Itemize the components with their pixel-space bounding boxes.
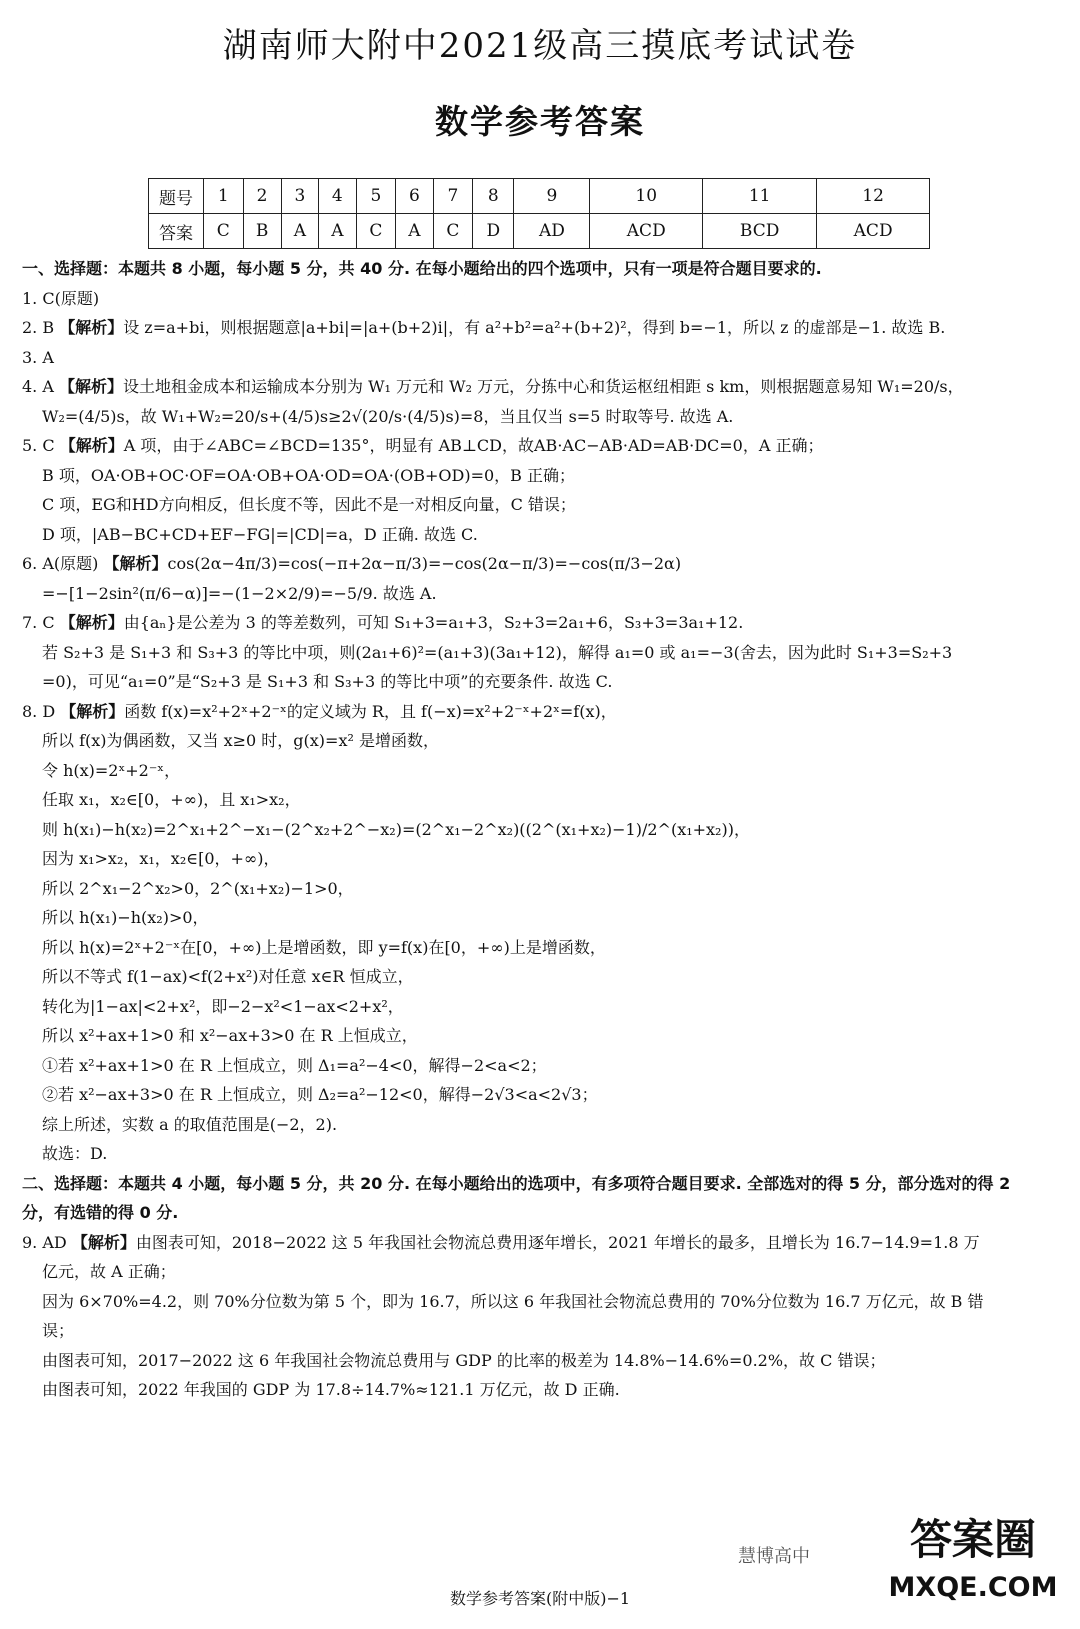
line-text: =−[1−2sin²(π/6−α)]=−(1−2×2/9)=−5/9. 故选 A. (42, 583, 437, 603)
line-text: 1. C(原题) (22, 288, 100, 308)
solution-line (42, 671, 612, 693)
line-text: 综上所述，实数 a 的取值范围是(−2，2). (42, 1114, 338, 1134)
answer-key: 6. A(原题) (22, 554, 104, 573)
question-number-cell: 6 (396, 179, 433, 214)
answer-cell: C (204, 214, 244, 249)
solution-line (42, 642, 952, 664)
analysis-tag: 【解析】 (103, 554, 168, 573)
line-text: =0)，可见“a₁=0”是“S₂+3 是 S₁+3 和 S₃+3 的等比中项”的充要条件. 故选 C. (42, 672, 613, 691)
solution-line (22, 553, 681, 575)
question-number-cell: 4 (319, 179, 356, 214)
answer-table-number-row (149, 179, 930, 214)
solution-line (42, 1055, 547, 1077)
solution-line (22, 288, 99, 310)
solution-line (42, 907, 209, 929)
page-footer: 数学参考答案(附中版)−1 (449, 1589, 631, 1608)
line-text: 任取 x₁，x₂∈[0，+∞)，且 x₁>x₂， (42, 790, 301, 809)
watermark-logo-top: 答案圈 (909, 1515, 1037, 1564)
solution-line (42, 406, 733, 428)
analysis-tag: 【解析】 (71, 1232, 136, 1252)
line-text: 所以 x²+ax+1>0 和 x²−ax+3>0 在 R 上恒成立， (42, 1026, 418, 1045)
solution-line (42, 1291, 984, 1313)
answer-cell: ACD (590, 214, 703, 249)
line-text: 若 S₂+3 是 S₁+3 和 S₃+3 的等比中项，则(2a₁+6)²=(a₁+3)(3a₁+12)，解得 a₁=0 或 a₁=−3(舍去，因为此时 S₁+3=S₂+3 (42, 642, 953, 662)
question-number-cell: 7 (433, 179, 473, 214)
line-text: 由图表可知，2018−2022 这 5 年我国社会物流总费用逐年增长，2021 年增长的最多，且增长为 16.7−14.9=1.8 万 (135, 1232, 980, 1252)
table-header-answer: 答案 (149, 214, 204, 249)
line-text: ①若 x²+ax+1>0 在 R 上恒成立，则 Δ₁=a²−4<0，解得−2<a<2； (42, 1055, 547, 1075)
answer-cell: AD (514, 214, 590, 249)
line-text: 所以不等式 f(1−ax)<f(2+x²)对任意 x∈R 恒成立， (42, 967, 414, 986)
line-text: B 项，OA·OB+OC·OF=OA·OB+OA·OD=OA·(OB+OD)=0，B 正确； (42, 465, 576, 485)
solution-line (42, 524, 478, 546)
question-number-cell: 12 (817, 179, 930, 214)
section-heading (22, 1202, 178, 1224)
line-text: 二、选择题：本题共 4 小题，每小题 5 分，共 20 分. 在每小题给出的选项中，有多项符合题目要求. 全部选对的得 5 分，部分选对的得 2 (22, 1173, 1011, 1193)
section-heading (22, 1173, 1010, 1195)
answer-cell: D (473, 214, 514, 249)
table-header-number: 题号 (149, 179, 204, 214)
answer-key: 8. D (22, 701, 61, 721)
line-text: D 项，|AB−BC+CD+EF−FG|=|CD|=a，D 正确. 故选 C. (42, 524, 478, 544)
question-number-cell: 1 (204, 179, 244, 214)
answer-cell: A (319, 214, 356, 249)
line-text: 3. A (22, 347, 54, 367)
watermark-text: 慧博高中 (738, 1546, 810, 1567)
answer-cell: C (356, 214, 396, 249)
solution-line (42, 789, 301, 811)
solution-line (22, 317, 945, 339)
line-text: 由图表可知，2017−2022 这 6 年我国社会物流总费用与 GDP 的比率的极差为 14.8%−14.6%=0.2%，故 C 错误； (42, 1350, 886, 1370)
line-text: W₂=(4/5)s，故 W₁+W₂=20/s+(4/5)s≥2√(20/s·(4/5)s)=8，当且仅当 s=5 时取等号. 故选 A. (42, 406, 734, 426)
solution-line (42, 583, 437, 605)
question-number-cell: 10 (590, 179, 703, 214)
line-text: 分，有选错的得 0 分. (22, 1203, 179, 1222)
line-text: 令 h(x)=2ˣ+2⁻ˣ， (42, 760, 181, 780)
watermark-logo-bottom: MXQE.COM (888, 1572, 1058, 1603)
line-text: ②若 x²−ax+3>0 在 R 上恒成立，则 Δ₂=a²−12<0，解得−2√3<a<2√3； (42, 1085, 598, 1104)
answer-cell: BCD (703, 214, 817, 249)
line-text: 设土地租金成本和运输成本分别为 W₁ 万元和 W₂ 万元，分拣中心和货运枢纽相距 s km，则根据题意易知 W₁=20/s， (123, 377, 964, 396)
solution-line (22, 612, 743, 634)
line-text: 函数 f(x)=x²+2ˣ+2⁻ˣ的定义域为 R，且 f(−x)=x²+2⁻ˣ+2ˣ=f(x)， (124, 701, 617, 721)
line-text: 因为 x₁>x₂，x₁，x₂∈[0，+∞)， (42, 849, 280, 868)
line-text: A 项，由于∠ABC=∠BCD=135°，明显有 AB⊥CD，故AB·AC−AB·AD=AB·DC=0，A 正确； (123, 436, 824, 455)
line-text: 误； (42, 1321, 75, 1340)
line-text: 所以 f(x)为偶函数，又当 x≥0 时，g(x)=x² 是增函数， (42, 731, 439, 750)
question-number-cell: 2 (243, 179, 281, 214)
solution-line (42, 1350, 885, 1372)
answer-key: 7. C (22, 613, 60, 632)
answer-cell: C (433, 214, 473, 249)
solution-line (42, 996, 404, 1018)
solution-line (42, 1320, 74, 1342)
solution-line (42, 1379, 620, 1401)
solution-line (42, 494, 576, 516)
answer-key: 9. AD (22, 1232, 72, 1252)
line-text: 转化为|1−ax|<2+x²，即−2−x²<1−ax<2+x²， (42, 996, 404, 1016)
solution-line (42, 1143, 107, 1165)
line-text: 所以 h(x)=2ˣ+2⁻ˣ在[0，+∞)上是增函数，即 y=f(x)在[0，+∞)上是增函数， (42, 937, 606, 957)
answer-key: 4. A (22, 377, 59, 396)
answer-table-answer-row (149, 214, 930, 249)
solution-line (42, 1025, 418, 1047)
solution-line (42, 465, 575, 487)
line-text: 亿元，故 A 正确； (42, 1262, 176, 1281)
answer-cell: ACD (817, 214, 930, 249)
analysis-tag: 【解析】 (59, 318, 124, 337)
question-number-cell: 9 (514, 179, 590, 214)
line-text: 所以 2^x₁−2^x₂>0，2^(x₁+x₂)−1>0， (42, 878, 354, 898)
solution-line (42, 848, 280, 870)
question-number-cell: 8 (473, 179, 514, 214)
line-text: cos(2α−4π/3)=cos(−π+2α−π/3)=−cos(2α−π/3)=−cos(π/3−2α) (167, 554, 682, 573)
page-title: 湖南师大附中2021级高三摸底考试试卷 (222, 26, 858, 66)
answer-table (148, 178, 930, 249)
page-subtitle: 数学参考答案 (435, 102, 645, 141)
answer-cell: A (281, 214, 318, 249)
solution-line (42, 878, 354, 900)
solution-line (22, 1232, 980, 1254)
line-text: 因为 6×70%=4.2，则 70%分位数为第 5 个，即为 16.7，所以这 6 年我国社会物流总费用的 70%分位数为 16.7 万亿元，故 B 错 (42, 1291, 984, 1311)
solution-line (42, 1261, 176, 1283)
analysis-tag: 【解析】 (59, 436, 124, 455)
question-number-cell: 3 (281, 179, 318, 214)
solution-line (42, 819, 750, 841)
line-text: C 项，EG和HD方向相反，但长度不等，因此不是一对相反向量，C 错误； (42, 495, 576, 514)
line-text: 设 z=a+bi，则根据题意|a+bi|=|a+(b+2)i|，有 a²+b²=a²+(b+2)²，得到 b=−1，所以 z 的虚部是−1. 故选 B. (123, 318, 946, 337)
solution-line (42, 966, 414, 988)
solution-line (22, 701, 617, 723)
line-text: 故选：D. (42, 1144, 108, 1163)
question-number-cell: 5 (356, 179, 396, 214)
solution-line (42, 730, 439, 752)
analysis-tag: 【解析】 (59, 377, 124, 396)
line-text: 所以 h(x₁)−h(x₂)>0， (42, 908, 209, 927)
solution-line (42, 937, 606, 959)
line-text: 一、选择题：本题共 8 小题，每小题 5 分，共 40 分. 在每小题给出的四个选项中，只有一项是符合题目要求的. (22, 259, 822, 278)
analysis-tag: 【解析】 (60, 701, 125, 721)
answer-cell: B (243, 214, 281, 249)
line-text: 由{aₙ}是公差为 3 的等差数列，可知 S₁+3=a₁+3，S₂+3=2a₁+6，S₃+3=3a₁+12. (123, 613, 744, 632)
answer-key: 5. C (22, 436, 60, 455)
answer-key: 2. B (22, 318, 60, 337)
solution-line (42, 1084, 598, 1106)
question-number-cell: 11 (703, 179, 817, 214)
line-text: 则 h(x₁)−h(x₂)=2^x₁+2^−x₁−(2^x₂+2^−x₂)=(2^x₁−2^x₂)((2^(x₁+x₂)−1)/2^(x₁+x₂))， (42, 819, 750, 839)
solution-line (42, 760, 180, 782)
answer-cell: A (396, 214, 433, 249)
line-text: 由图表可知，2022 年我国的 GDP 为 17.8÷14.7%≈121.1 万亿元，故 D 正确. (42, 1380, 620, 1399)
solution-line (42, 1114, 337, 1136)
solution-line (22, 376, 964, 398)
analysis-tag: 【解析】 (59, 613, 124, 632)
section-heading (22, 258, 822, 280)
solution-line (22, 435, 824, 457)
solution-line (22, 347, 54, 369)
